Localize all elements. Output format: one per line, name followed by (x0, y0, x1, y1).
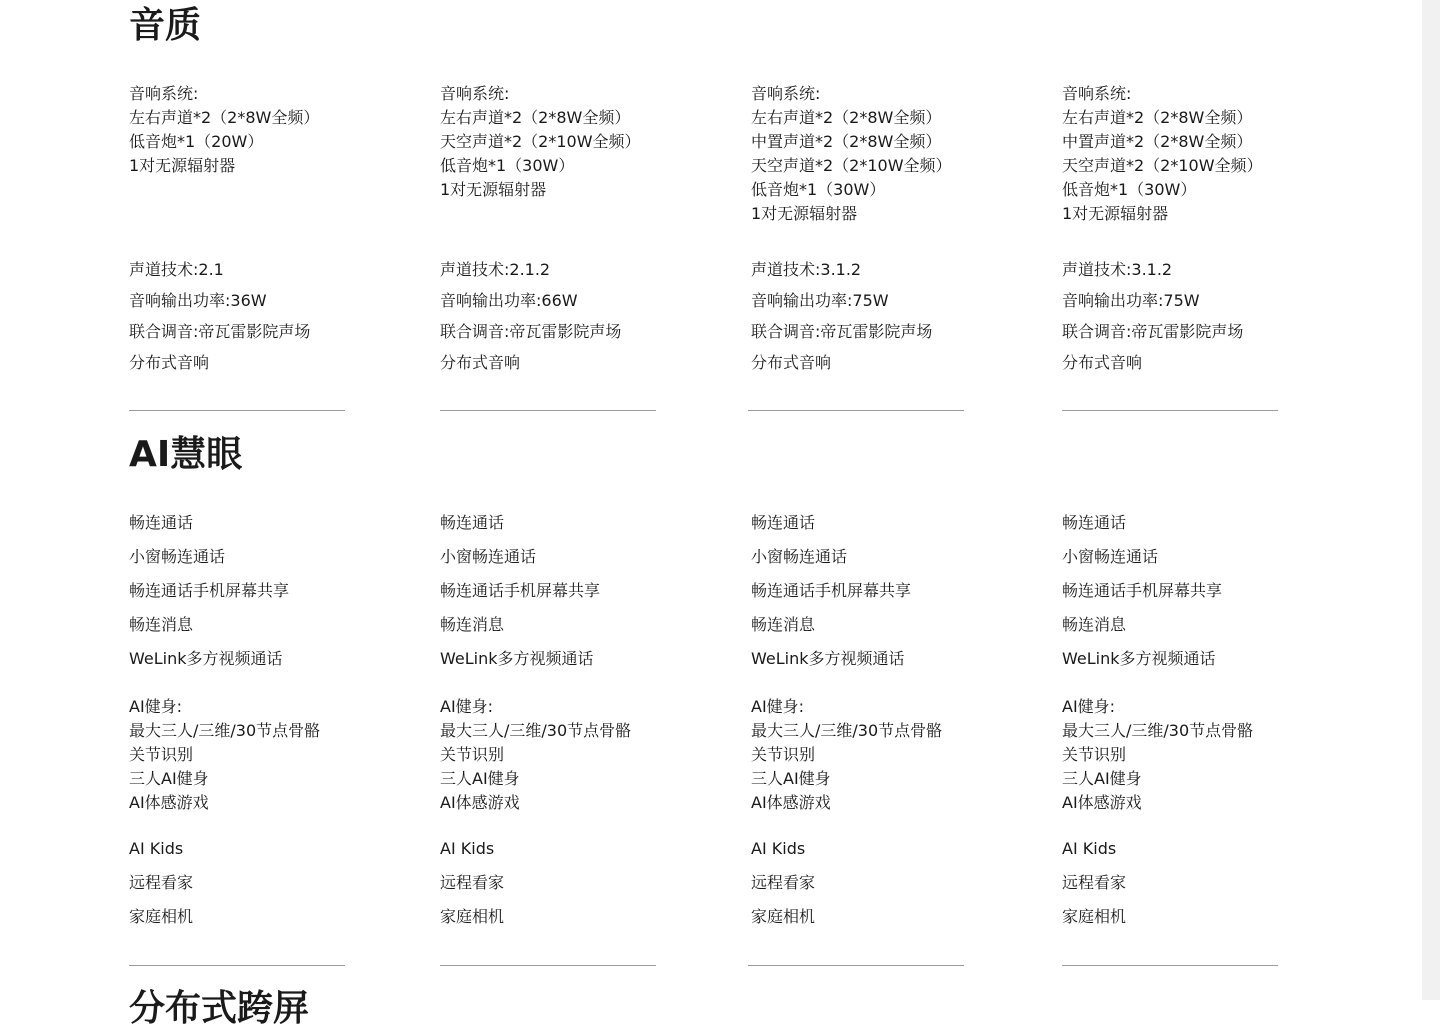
feature-line: 最大三人/三维/30节点骨骼 (1062, 721, 1254, 740)
feature-line: 远程看家 (751, 873, 816, 892)
spec-line: 分布式音响 (1062, 353, 1143, 372)
feature-line: 三人AI健身 (751, 769, 831, 788)
feature-line: WeLink多方视频通话 (129, 649, 283, 668)
spec-line: 天空声道*2（2*10W全频） (751, 156, 952, 175)
spec-line: 音响输出功率:36W (129, 291, 267, 310)
section-divider (1062, 965, 1278, 966)
feature-line: 关节识别 (440, 745, 505, 764)
spec-line: 联合调音:帝瓦雷影院声场 (751, 322, 933, 341)
spec-line: 分布式音响 (440, 353, 521, 372)
spec-line: 左右声道*2（2*8W全频） (129, 108, 320, 127)
feature-line: AI健身: (129, 697, 183, 716)
spec-line: 音响输出功率:66W (440, 291, 578, 310)
page-scrollbar[interactable] (1422, 0, 1440, 1000)
ai-fitness-col-3 (751, 695, 1051, 815)
ai-kids-col-2 (440, 832, 740, 934)
spec-line: 联合调音:帝瓦雷影院声场 (440, 322, 622, 341)
feature-line: 畅连通话 (440, 513, 505, 532)
spec-line: 声道技术:2.1 (129, 260, 224, 279)
audio-specs-col-2 (440, 254, 740, 378)
spec-line: 联合调音:帝瓦雷影院声场 (1062, 322, 1244, 341)
feature-line: AI体感游戏 (751, 793, 831, 812)
feature-line: 三人AI健身 (129, 769, 209, 788)
spec-line: 左右声道*2（2*8W全频） (440, 108, 631, 127)
spec-line: 音响系统: (129, 84, 199, 103)
spec-line: 天空声道*2（2*10W全频） (440, 132, 641, 151)
feature-line: AI Kids (440, 839, 495, 858)
section-divider (748, 965, 964, 966)
audio-speaker-system-col-3 (751, 82, 1051, 226)
feature-line: 最大三人/三维/30节点骨骼 (129, 721, 321, 740)
audio-specs-col-3 (751, 254, 1051, 378)
feature-line: 畅连通话 (751, 513, 816, 532)
feature-line: 畅连消息 (1062, 615, 1127, 634)
audio-speaker-system-col-1 (129, 82, 429, 178)
ai-calls-col-3 (751, 506, 1051, 676)
feature-line: WeLink多方视频通话 (440, 649, 594, 668)
audio-speaker-system-col-2 (440, 82, 740, 202)
feature-line: 小窗畅连通话 (440, 547, 537, 566)
feature-line: 三人AI健身 (440, 769, 520, 788)
feature-line: 关节识别 (751, 745, 816, 764)
spec-line: 音响输出功率:75W (1062, 291, 1200, 310)
spec-line: 低音炮*1（20W） (129, 132, 264, 151)
spec-line: 分布式音响 (751, 353, 832, 372)
feature-line: 小窗畅连通话 (751, 547, 848, 566)
ai-kids-col-1 (129, 832, 429, 934)
feature-line: 畅连消息 (751, 615, 816, 634)
feature-line: 小窗畅连通话 (1062, 547, 1159, 566)
feature-line: 畅连通话手机屏幕共享 (751, 581, 912, 600)
feature-line: 最大三人/三维/30节点骨骼 (751, 721, 943, 740)
feature-line: AI健身: (440, 697, 494, 716)
section-title-audio: 音质 (129, 5, 202, 46)
spec-line: 低音炮*1（30W） (751, 180, 886, 199)
ai-kids-col-4 (1062, 832, 1362, 934)
feature-line: AI体感游戏 (440, 793, 520, 812)
section-divider (1062, 410, 1278, 411)
spec-line: 左右声道*2（2*8W全频） (751, 108, 942, 127)
spec-line: 音响系统: (440, 84, 510, 103)
feature-line: AI Kids (129, 839, 184, 858)
feature-line: 畅连通话 (129, 513, 194, 532)
feature-line: AI Kids (751, 839, 806, 858)
feature-line: 畅连消息 (440, 615, 505, 634)
spec-line: 1对无源辐射器 (1062, 204, 1169, 223)
section-divider (748, 410, 964, 411)
section-divider (129, 965, 345, 966)
ai-fitness-col-4 (1062, 695, 1362, 815)
ai-kids-col-3 (751, 832, 1051, 934)
feature-line: 远程看家 (1062, 873, 1127, 892)
feature-line: WeLink多方视频通话 (751, 649, 905, 668)
ai-fitness-col-2 (440, 695, 740, 815)
feature-line: 家庭相机 (751, 907, 816, 926)
spec-line: 联合调音:帝瓦雷影院声场 (129, 322, 311, 341)
feature-line: 远程看家 (129, 873, 194, 892)
feature-line: 畅连通话手机屏幕共享 (129, 581, 290, 600)
section-divider (440, 410, 656, 411)
spec-line: 声道技术:3.1.2 (1062, 260, 1173, 279)
feature-line: AI体感游戏 (1062, 793, 1142, 812)
spec-line: 声道技术:2.1.2 (440, 260, 551, 279)
section-title-distributed: 分布式跨屏 (129, 988, 310, 1029)
feature-line: 家庭相机 (129, 907, 194, 926)
spec-line: 1对无源辐射器 (440, 180, 547, 199)
spec-line: 天空声道*2（2*10W全频） (1062, 156, 1263, 175)
feature-line: 三人AI健身 (1062, 769, 1142, 788)
spec-line: 1对无源辐射器 (129, 156, 236, 175)
feature-line: AI健身: (1062, 697, 1116, 716)
feature-line: AI健身: (751, 697, 805, 716)
audio-speaker-system-col-4 (1062, 82, 1362, 226)
spec-line: 低音炮*1（30W） (1062, 180, 1197, 199)
feature-line: 畅连消息 (129, 615, 194, 634)
audio-specs-col-4 (1062, 254, 1362, 378)
audio-specs-col-1 (129, 254, 429, 378)
feature-line: 畅连通话 (1062, 513, 1127, 532)
feature-line: 小窗畅连通话 (129, 547, 226, 566)
spec-line: 音响系统: (1062, 84, 1132, 103)
feature-line: 最大三人/三维/30节点骨骼 (440, 721, 632, 740)
feature-line: 畅连通话手机屏幕共享 (1062, 581, 1223, 600)
section-divider (440, 965, 656, 966)
spec-line: 音响系统: (751, 84, 821, 103)
feature-line: 远程看家 (440, 873, 505, 892)
ai-fitness-col-1 (129, 695, 429, 815)
feature-line: 关节识别 (1062, 745, 1127, 764)
feature-line: AI Kids (1062, 839, 1117, 858)
section-title-ai-eye: AI慧眼 (129, 434, 243, 475)
feature-line: 关节识别 (129, 745, 194, 764)
spec-line: 低音炮*1（30W） (440, 156, 575, 175)
spec-line: 1对无源辐射器 (751, 204, 858, 223)
feature-line: 家庭相机 (1062, 907, 1127, 926)
spec-line: 声道技术:3.1.2 (751, 260, 862, 279)
spec-line: 分布式音响 (129, 353, 210, 372)
feature-line: 畅连通话手机屏幕共享 (440, 581, 601, 600)
feature-line: AI体感游戏 (129, 793, 209, 812)
ai-calls-col-2 (440, 506, 740, 676)
ai-calls-col-1 (129, 506, 429, 676)
ai-calls-col-4 (1062, 506, 1362, 676)
spec-line: 中置声道*2（2*8W全频） (1062, 132, 1253, 151)
spec-line: 中置声道*2（2*8W全频） (751, 132, 942, 151)
feature-line: 家庭相机 (440, 907, 505, 926)
spec-line: 左右声道*2（2*8W全频） (1062, 108, 1253, 127)
section-divider (129, 410, 345, 411)
feature-line: WeLink多方视频通话 (1062, 649, 1216, 668)
spec-line: 音响输出功率:75W (751, 291, 889, 310)
